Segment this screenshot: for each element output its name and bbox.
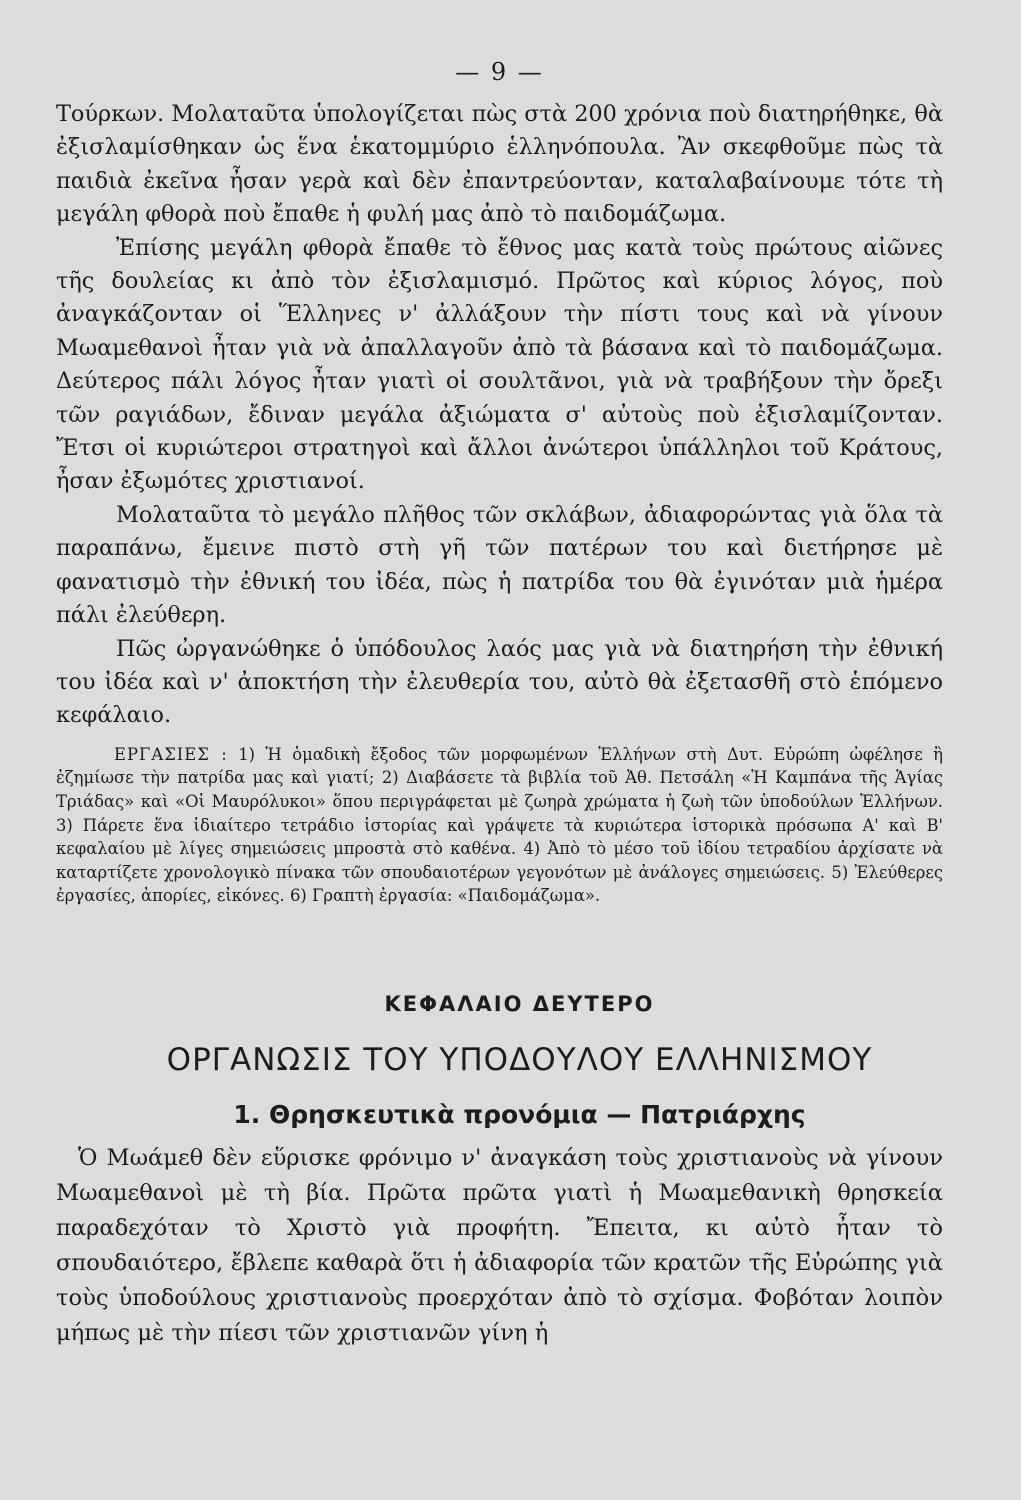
body-text [56,98,943,733]
section-title: 1. Θρησκευτικὰ προνόμια — Πατριάρχης [233,1099,806,1129]
paragraph-1: Τούρκων. Μολαταῦτα ὑπολογίζεται πὼς στὰ 200 χρόνια ποὺ διατηρήθηκε, θὰ ἐξισλαμίσθηκαν ὡς ἕνα ἑκατομμύριο ἑλληνόπουλα. Ἂν σκεφθοῦμε πὼς τὰ παιδιὰ ἐκεῖνα ἦσαν γερὰ καὶ δὲν ἐπαντρεύονταν, καταλαβαίνουμε τότε τὴ μεγάλη φθορὰ ποὺ ἔπαθε ἡ φυλή μας ἀπὸ τὸ παιδομάζωμα. [56,101,943,228]
exercises-label: ΕΡΓΑΣΙΕΣ : [114,744,228,764]
paragraph-2: Ἐπίσης μεγάλη φθορὰ ἔπαθε τὸ ἔθνος μας κατὰ τοὺς πρώτους αἰῶνες τῆς δουλείας κι ἀπὸ τὸν ἐξισλαμισμό. Πρῶτος καὶ κύριος λόγος, ποὺ ἀναγκάζονταν οἱ Ἕλληνες ν' ἀλλάξουν τὴν πίστι τους καὶ νὰ γίνουν Μωαμεθανοὶ ἦταν γιὰ νὰ ἀπαλλαγοῦν ἀπὸ τὰ βάσανα καὶ τὸ παιδομάζωμα. Δεύτερος πάλι λόγος ἦταν γιατὶ οἱ σουλτᾶνοι, γιὰ νὰ τραβήξουν τὴν ὄρεξι τῶν ραγιάδων, ἔδιναν μεγάλα ἀξιώματα σ' αὐτοὺς ποὺ ἐξισλαμίζονταν. Ἔτσι οἱ κυριώτεροι στρατηγοὶ καὶ ἄλλοι ἀνώτεροι ὑπάλληλοι τοῦ Κράτους, ἦσαν ἐξωμότες χριστιανοί. [56,234,943,495]
paragraph-4: Πῶς ὠργανώθηκε ὁ ὑπόδουλος λαός μας γιὰ νὰ διατηρήση τὴν ἐθνική του ἰδέα καὶ ν' ἀποκτήση τὴν ἐλευθερία του, αὐτὸ θὰ ἐξετασθῆ στὸ ἑπόμενο κεφάλαιο. [56,635,943,729]
chapter-title: ΟΡΓΑΝΩΣΙΣ ΤΟΥ ΥΠΟΔΟΥΛΟΥ ΕΛΛΗΝΙΣΜΟΥ [166,1041,873,1078]
exercises-text: 1) Ἡ ὁμαδικὴ ἔξοδος τῶν μορφωμένων Ἑλλήνων στὴ Δυτ. Εὐρώπη ὠφέλησε ἢ ἐζημίωσε τὴν πατρίδα μας καὶ γιατί; 2) Διαβάσετε τὰ βιβλία τοῦ Ἀθ. Πετσάλη «Ἡ Καμπάνα τῆς Ἁγίας Τριάδας» καὶ «Οἱ Μαυρόλυκοι» ὅπου περιγράφεται μὲ ζωηρὰ χρώματα ἡ ζωὴ τῶν ὑποδούλων Ἑλλήνων. 3) Πάρετε ἕνα ἰδιαίτερο τετράδιο ἱστορίας καὶ γράψετε τὰ κυριώτερα ἱστορικὰ πρόσωπα Α' καὶ Β' κεφαλαίου μὲ λίγες σημειώσεις μπροστὰ στὸ καθένα. 4) Ἀπὸ τὸ μέσο τοῦ ἰδίου τετραδίου ἀρχίσατε νὰ καταρτίζετε χρονολογικὸ πίνακα τῶν σπουδαιοτέρων γεγονότων μὲ ἀνάλογες σημειώσεις. 5) Ἐλεύθερες ἐργασίες, ἀπορίες, εἰκόνες. 6) Γραπτὴ ἐργασία: «Παιδομάζωμα». [56,744,943,906]
paragraph-3: Μολαταῦτα τὸ μεγάλο πλῆθος τῶν σκλάβων, ἀδιαφορώντας γιὰ ὅλα τὰ παραπάνω, ἔμεινε πιστὸ στὴ γῆ τῶν πατέρων του καὶ διετήρησε μὲ φανατισμὸ τὴν ἐθνική του ἰδέα, πὼς ἡ πατρίδα του θὰ ἐγινόταν μιὰ ἡμέρα πάλι ἐλεύθερη. [56,501,943,629]
section-text [56,1141,943,1351]
exercises-block [56,743,943,908]
page-number: — 9 — [455,58,544,86]
section-paragraph: Ὁ Μωάμεθ δὲν εὕρισκε φρόνιμο ν' ἀναγκάση τοὺς χριστιανοὺς νὰ γίνουν Μωαμεθανοὶ μὲ τὴ βία. Πρῶτα πρῶτα γιατὶ ἡ Μωαμεθανικὴ θρησκεία παραδεχόταν τὸ Χριστὸ γιὰ προφήτη. Ἔπειτα, κι αὐτὸ ἦταν τὸ σπουδαιότερο, ἔβλεπε καθαρὰ ὅτι ἡ ἀδιαφορία τῶν κρατῶν τῆς Εὐρώπης γιὰ τοὺς ὑποδούλους χριστιανοὺς προερχόταν ἀπὸ τὸ σχίσμα. Φοβόταν λοιπὸν μήπως μὲ τὴν πίεσι τῶν χριστιανῶν γίνη ἡ [56,1144,943,1346]
chapter-label: ΚΕΦΑΛΑΙΟ ΔΕΥΤΕΡΟ [384,991,655,1016]
